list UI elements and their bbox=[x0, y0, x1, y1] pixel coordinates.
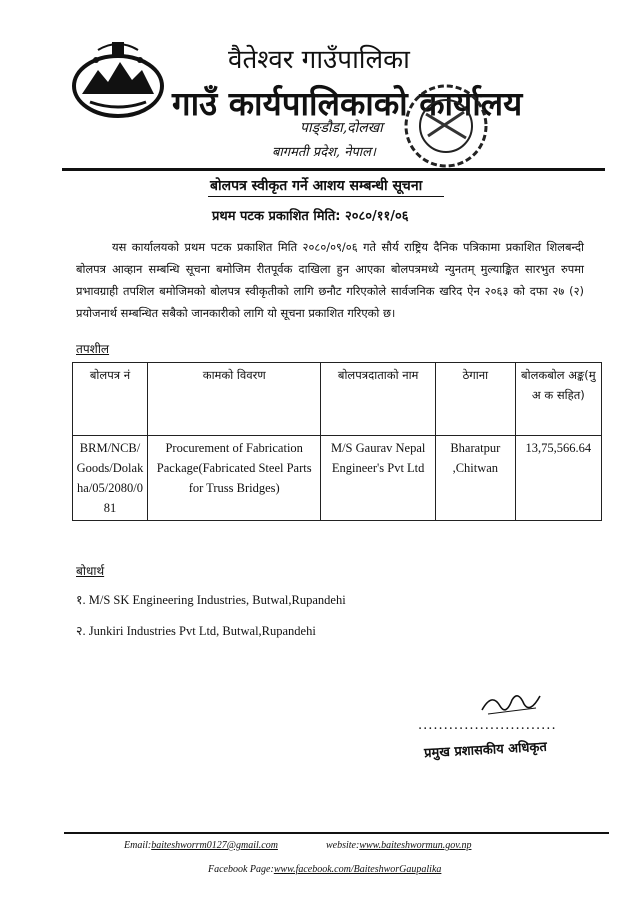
org-name: वैतेश्वर गाउँपालिका bbox=[228, 45, 410, 75]
title-underline bbox=[208, 196, 444, 197]
table-row bbox=[73, 436, 602, 521]
website-link[interactable]: www.baiteshwormun.gov.np bbox=[359, 840, 472, 851]
work-description: Procurement of Fabrication Package(Fabricated Steel Parts for Truss Bridges) bbox=[148, 436, 321, 521]
table-header-row bbox=[73, 363, 602, 436]
footer-rule bbox=[64, 832, 609, 834]
bidder-name: M/S Gaurav Nepal Engineer's Pvt Ltd bbox=[321, 436, 436, 521]
header-address: ठेगाना bbox=[435, 363, 515, 436]
header-amount: बोलकबोल अङ्क(मु अ क सहित) bbox=[515, 363, 601, 436]
header-description: कामको विवरण bbox=[148, 363, 321, 436]
publish-date: प्रथम पटक प्रकाशित मिति: २०८०/११/०६ bbox=[212, 209, 409, 224]
bid-amount: 13,75,566.64 bbox=[515, 436, 601, 521]
bid-number: BRM/NCB/Goods/Dolakha/05/2080/081 bbox=[73, 436, 148, 521]
nepal-emblem-icon bbox=[68, 40, 168, 122]
table-label: तपशील bbox=[76, 342, 110, 356]
bid-table bbox=[72, 362, 602, 521]
cc-label: बोधार्थ bbox=[76, 564, 105, 578]
office-name: गाउँ कार्यपालिकाको कार्यालय bbox=[172, 84, 523, 123]
notice-title: बोलपत्र स्वीकृत गर्ने आशय सम्बन्धी सूचना bbox=[210, 178, 423, 194]
header-bidder: बोलपत्रदाताको नाम bbox=[321, 363, 436, 436]
office-location: पाङ्डौडा,दोलखा bbox=[300, 120, 383, 136]
facebook-label: Facebook Page: bbox=[208, 864, 274, 875]
signer-title: प्रमुख प्रशासकीय अधिकृत bbox=[423, 739, 548, 762]
footer-email bbox=[124, 840, 278, 851]
bidder-address: Bharatpur ,Chitwan bbox=[435, 436, 515, 521]
email-label: Email: bbox=[124, 840, 152, 851]
cc-item: १. M/S SK Engineering Industries, Butwal,Rupandehi bbox=[76, 593, 346, 607]
facebook-link[interactable]: www.facebook.com/BaiteshworGaupalika bbox=[273, 864, 442, 875]
header-rule bbox=[62, 168, 605, 171]
handwritten-signature bbox=[478, 686, 548, 720]
header-bid-no: बोलपत्र नं bbox=[73, 363, 148, 436]
province-line: बागमती प्रदेश, नेपाल। bbox=[272, 145, 376, 160]
website-label: website: bbox=[326, 840, 360, 851]
signature-line: ........................... bbox=[418, 718, 557, 733]
office-stamp bbox=[384, 74, 494, 174]
email-link[interactable]: baiteshworrm0127@gmail.com bbox=[151, 840, 278, 851]
footer-website bbox=[326, 840, 471, 851]
footer-facebook bbox=[208, 864, 441, 875]
cc-item: २. Junkiri Industries Pvt Ltd, Butwal,Rupandehi bbox=[76, 624, 316, 638]
notice-body: यस कार्यालयको प्रथम पटक प्रकाशित मिति २०८०/०९/०६ गते सौर्य राष्ट्रिय दैनिक पत्रिकामा प्रकाशित शिलबन्दी बोलपत्र आव्हान सम्बन्धि सूचना बमोजिम रीतपूर्वक दाखिला हुन आएका बोलपत्रमध्ये न्युनतम् मुल्याङ्कित सारभुत रुपमा प्रभावग्राही तपशिल बमोजिमको बोलपत्र स्वीकृतीको लागि छनौट गरिएकोले सार्वजनिक खरिद ऐन २०६३ को दफा २७ (२) प्रयोजनार्थ सम्बन्धित सबैको जानकारीको लागि यो सूचना प्रकाशित गरिएको छ। bbox=[76, 240, 584, 320]
